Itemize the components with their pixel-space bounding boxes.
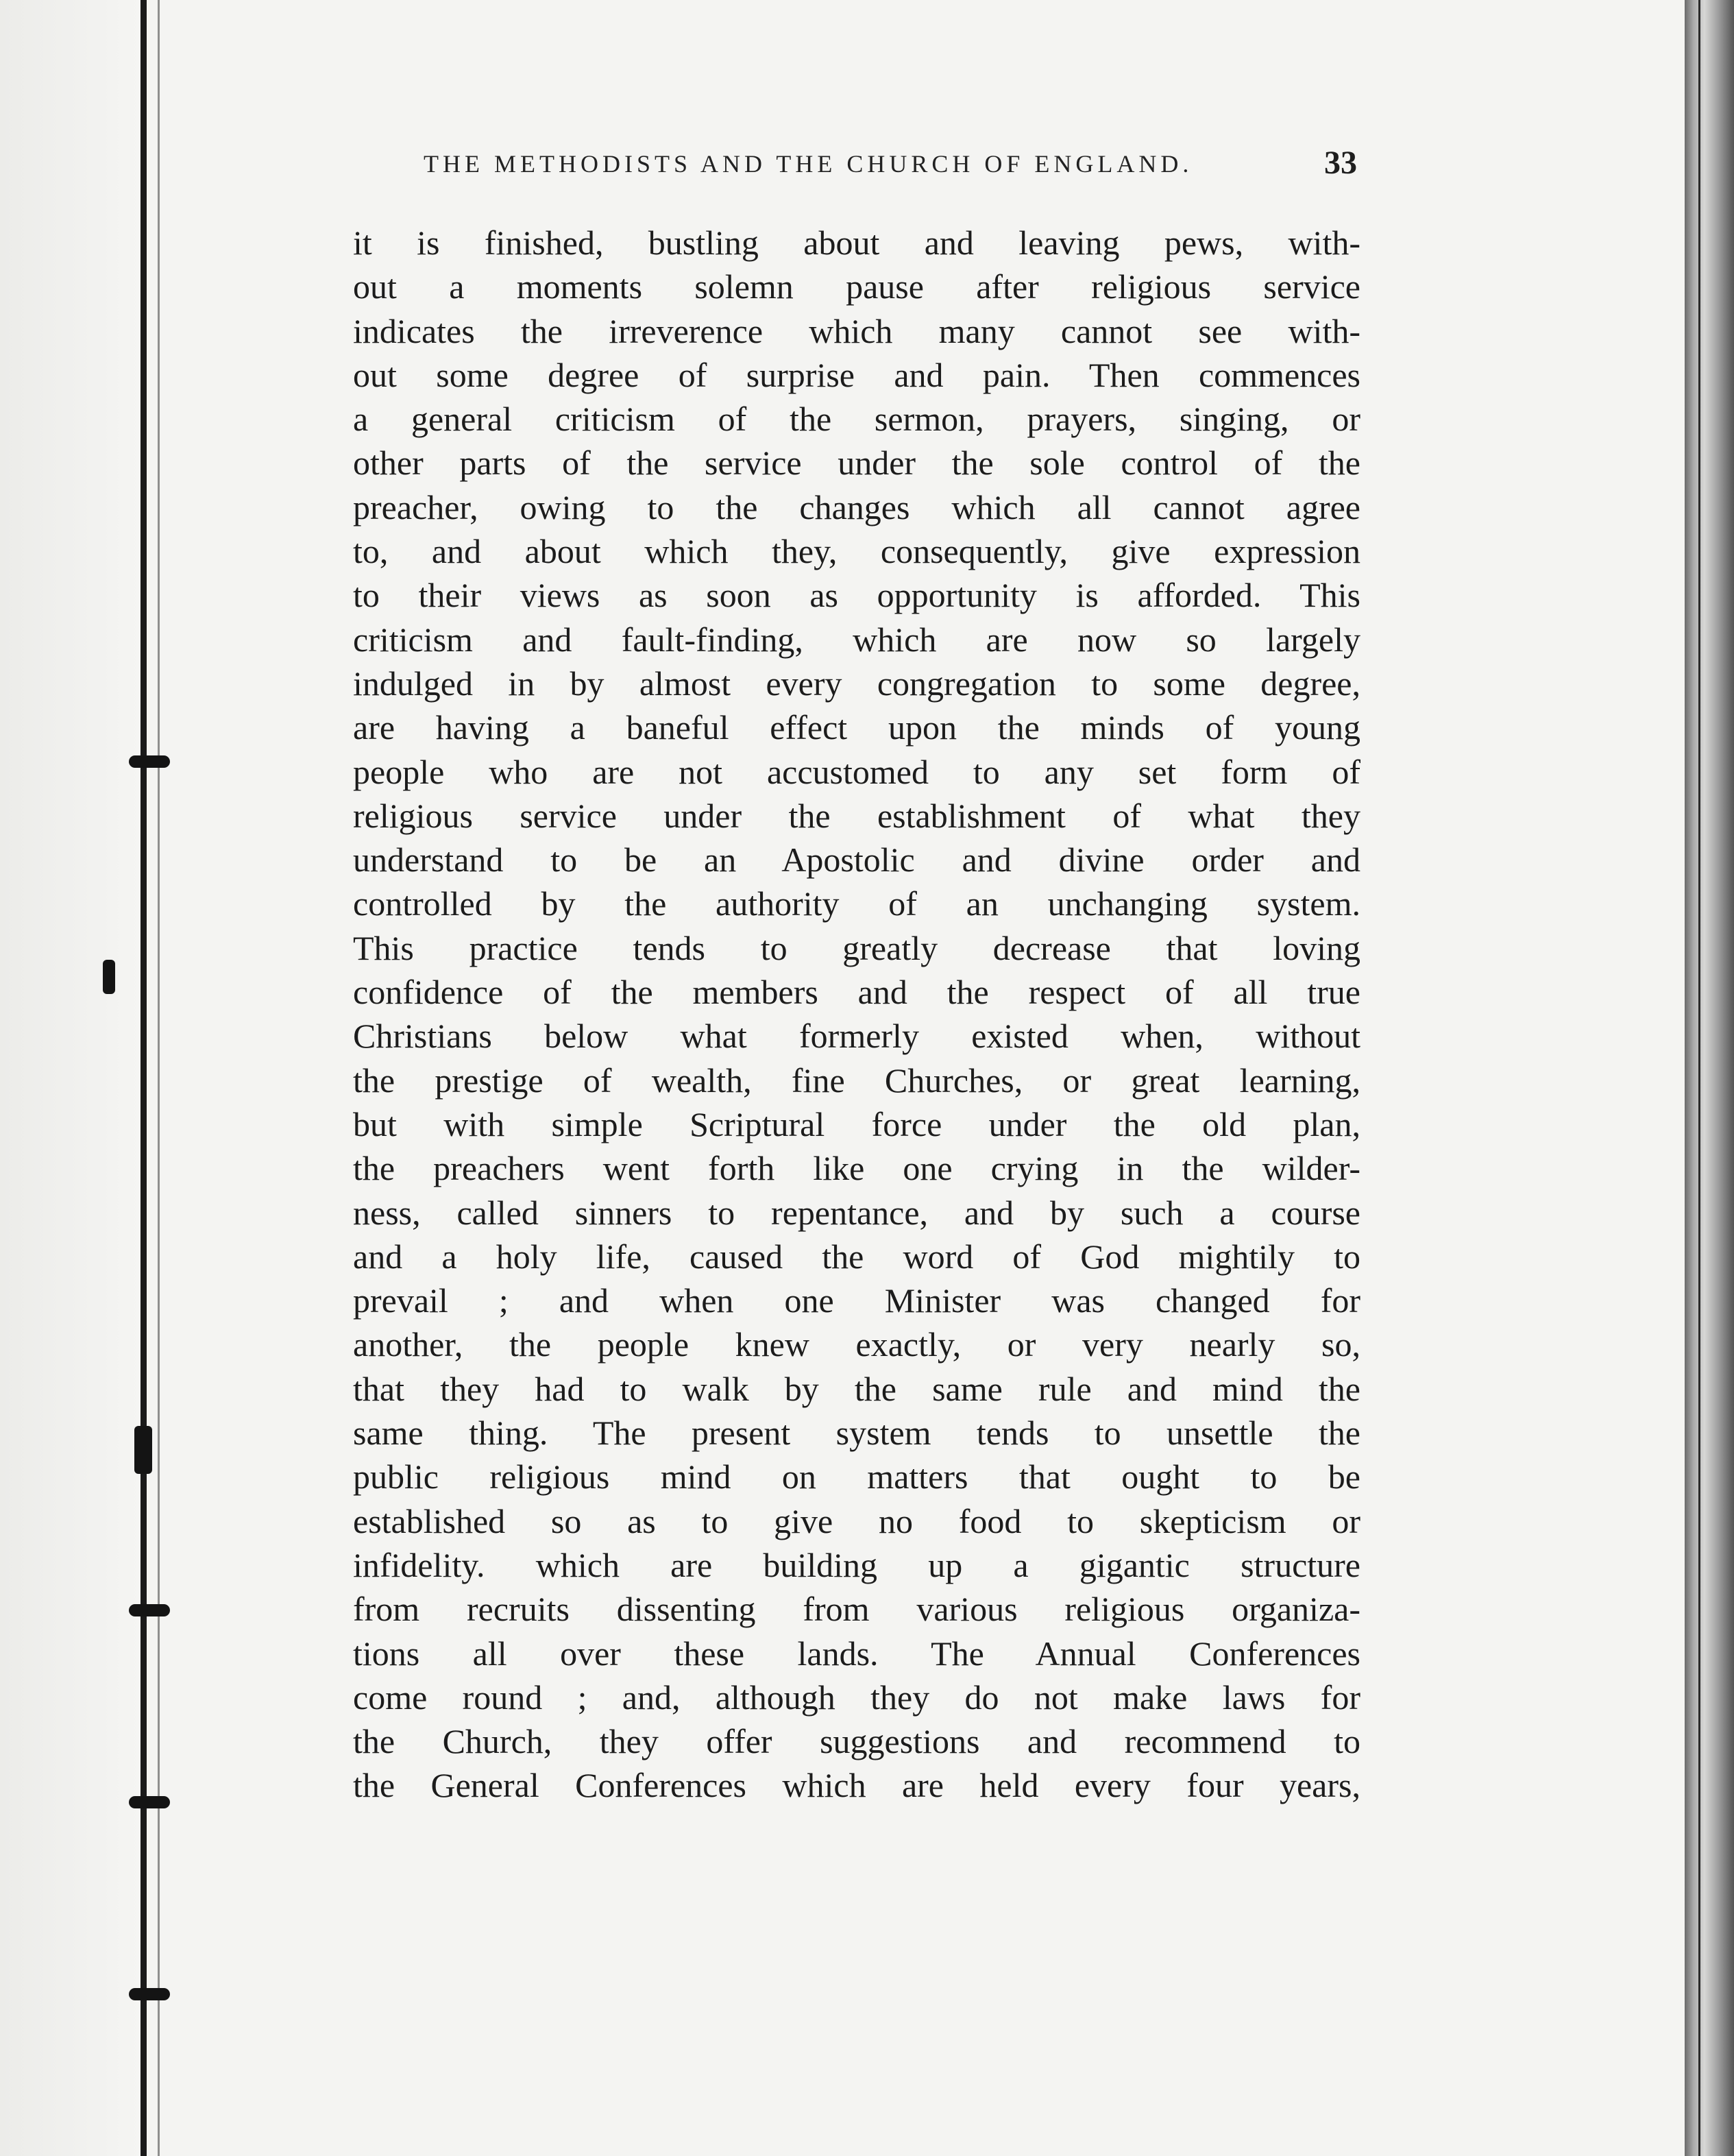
text-line: ness, called sinners to repentance, and by such a course xyxy=(353,1193,1360,1232)
text-line: a general criticism of the sermon, prayers, singing, or xyxy=(353,400,1360,439)
text-line: This practice tends to greatly decrease that loving xyxy=(353,928,1360,967)
text-line: out a moments solemn pause after religious service xyxy=(353,267,1360,306)
page-number: 33 xyxy=(1324,145,1357,181)
binding-shadow xyxy=(158,0,160,2156)
text-line: people who are not accustomed to any set form of xyxy=(353,752,1360,791)
page-edge-line xyxy=(1698,0,1700,2156)
text-line: indulged in by almost every congregation to some degree, xyxy=(353,664,1360,703)
text-line: another, the people knew exactly, or very nearly so, xyxy=(353,1325,1360,1364)
text-line: but with simple Scriptural force under the old plan, xyxy=(353,1104,1360,1143)
text-line: are having a baneful effect upon the minds of young xyxy=(353,708,1360,747)
text-line: come round ; and, although they do not make laws for xyxy=(353,1677,1360,1717)
text-line: the General Conferences which are held every four years, xyxy=(353,1766,1360,1805)
binding-stitch xyxy=(129,1796,170,1808)
text-line: infidelity. which are building up a gigantic structure xyxy=(353,1545,1360,1584)
text-line: the preachers went forth like one crying in the wilder- xyxy=(353,1149,1360,1188)
text-line: prevail ; and when one Minister was changed for xyxy=(353,1281,1360,1320)
running-title: THE METHODISTS AND THE CHURCH OF ENGLAND. xyxy=(424,150,1193,178)
binding-stitch xyxy=(134,1426,152,1474)
text-line: public religious mind on matters that ought to be xyxy=(353,1457,1360,1497)
text-line: indicates the irreverence which many cannot see with- xyxy=(353,311,1360,350)
running-head xyxy=(424,144,1357,185)
text-line: same thing. The present system tends to unsettle the xyxy=(353,1414,1360,1453)
binding-stitch xyxy=(129,1988,170,2000)
text-line: controlled by the authority of an unchanging system. xyxy=(353,884,1360,923)
text-line: confidence of the members and the respect of all true xyxy=(353,973,1360,1012)
text-line: preacher, owing to the changes which all cannot agree xyxy=(353,487,1360,526)
text-line: other parts of the service under the sole control of the xyxy=(353,444,1360,483)
binding-stitch xyxy=(129,1604,170,1616)
page-edge xyxy=(1685,0,1734,2156)
text-line: religious service under the establishment of what they xyxy=(353,796,1360,835)
text-line: to their views as soon as opportunity is afforded. This xyxy=(353,576,1360,615)
text-line: understand to be an Apostolic and divine order and xyxy=(353,840,1360,880)
binding-edge xyxy=(141,0,147,2156)
binding-stitch xyxy=(129,755,170,768)
text-line: it is finished, bustling about and leaving pews, with- xyxy=(353,223,1360,262)
text-line: the prestige of wealth, fine Churches, or great learning, xyxy=(353,1061,1360,1100)
text-line: criticism and fault-finding, which are now so largely xyxy=(353,620,1360,659)
text-line: the Church, they offer suggestions and recommend to xyxy=(353,1722,1360,1761)
text-line: and a holy life, caused the word of God mightily to xyxy=(353,1237,1360,1276)
text-line: Christians below what formerly existed when, without xyxy=(353,1017,1360,1056)
text-line: from recruits dissenting from various religious organiza- xyxy=(353,1590,1360,1629)
text-line: tions all over these lands. The Annual Conferences xyxy=(353,1634,1360,1673)
text-line: to, and about which they, consequently, give expression xyxy=(353,532,1360,571)
text-line: out some degree of surprise and pain. Then commences xyxy=(353,355,1360,394)
text-line: established so as to give no food to skepticism or xyxy=(353,1501,1360,1540)
body-text xyxy=(353,221,1360,1808)
binding-gutter xyxy=(0,0,141,2156)
binding-stitch xyxy=(103,960,115,994)
text-line: that they had to walk by the same rule and mind the xyxy=(353,1369,1360,1408)
